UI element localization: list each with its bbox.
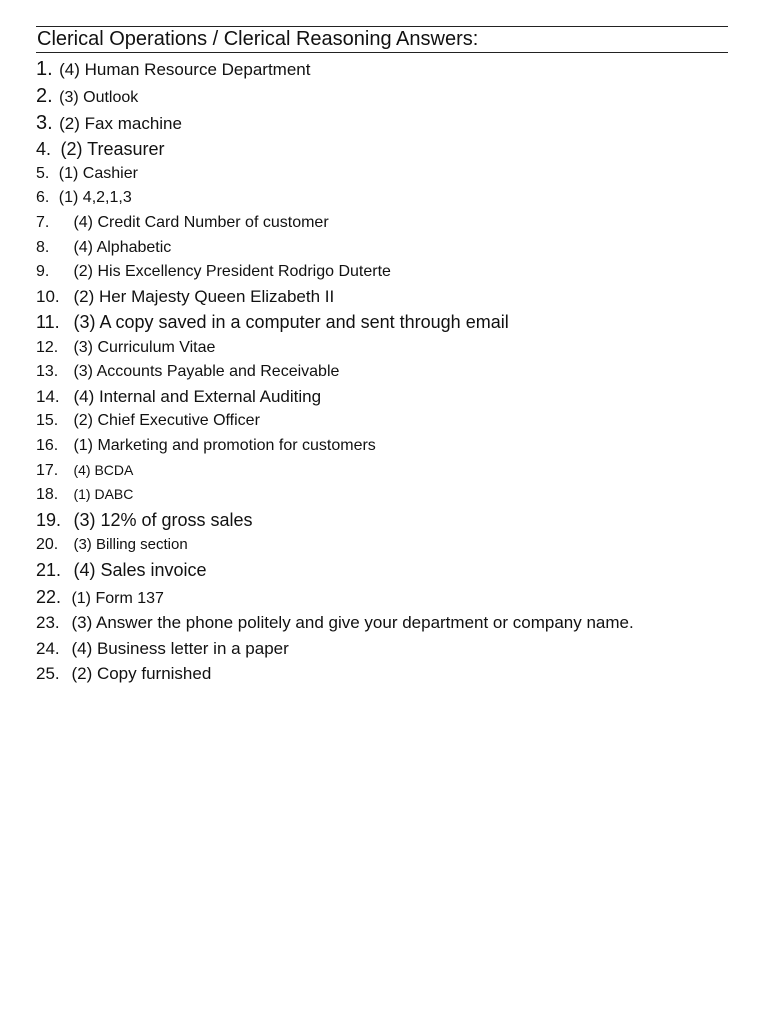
answer-text: (1) DABC — [73, 486, 134, 502]
answer-number: 15. — [36, 412, 59, 429]
answer-number: 14. — [36, 387, 60, 406]
page-title: Clerical Operations / Clerical Reasoning Answers: — [37, 28, 479, 50]
answer-text: (3) Billing section — [73, 536, 188, 553]
answer-number: 12. — [36, 339, 59, 356]
answer-text: (3) Answer the phone politely and give your department or company name. — [71, 613, 634, 632]
answer-text: (2) Copy furnished — [71, 664, 212, 683]
answer-item — [36, 487, 133, 503]
answer-number: 16. — [36, 437, 59, 454]
answer-text: (3) Accounts Payable and Receivable — [73, 363, 340, 380]
answer-number: 7. — [36, 214, 50, 231]
answer-item — [36, 59, 310, 79]
answer-text: (3) 12% of gross sales — [73, 510, 253, 530]
answer-text: (2) His Excellency President Rodrigo Duterte — [73, 263, 391, 280]
answer-item — [36, 264, 391, 280]
answer-item — [36, 215, 329, 231]
answer-number: 3. — [36, 112, 53, 134]
answer-text: (2) Her Majesty Queen Elizabeth II — [73, 287, 335, 306]
answer-item — [36, 340, 215, 356]
answer-text: (2) Chief Executive Officer — [73, 412, 260, 429]
answer-text: (4) Credit Card Number of customer — [73, 214, 329, 231]
answer-text: (4) BCDA — [73, 462, 134, 478]
title-bottom-rule — [36, 52, 728, 53]
answer-text: (4) Alphabetic — [73, 239, 172, 256]
answer-number: 2. — [36, 85, 53, 107]
answer-number: 9. — [36, 263, 50, 280]
answer-item — [36, 413, 260, 429]
answer-number: 5. — [36, 165, 50, 182]
answer-item — [36, 190, 132, 206]
answer-text: (1) 4,2,1,3 — [58, 189, 132, 206]
answer-item — [36, 86, 138, 106]
answer-number: 6. — [36, 189, 50, 206]
answer-item — [36, 665, 211, 683]
answer-text: (2) Fax machine — [59, 114, 182, 133]
answer-number: 24. — [36, 639, 60, 658]
answer-item — [36, 166, 138, 182]
answer-text: (3) Curriculum Vitae — [73, 339, 216, 356]
answer-item — [36, 388, 321, 406]
answer-number: 25. — [36, 664, 60, 683]
answer-number: 8. — [36, 239, 50, 256]
answer-item — [36, 537, 188, 553]
answer-number: 20. — [36, 536, 59, 553]
answer-item — [36, 614, 634, 632]
answer-number: 10. — [36, 287, 60, 306]
answer-item — [36, 140, 165, 159]
answer-number: 21. — [36, 560, 62, 580]
answer-item — [36, 511, 253, 530]
answer-number: 19. — [36, 510, 62, 530]
answer-item — [36, 313, 509, 332]
answer-text: (4) Internal and External Auditing — [73, 387, 322, 406]
answer-item — [36, 288, 334, 306]
answer-number: 4. — [36, 139, 52, 159]
answer-number: 11. — [36, 312, 60, 332]
answer-text: (1) Marketing and promotion for customers — [73, 437, 376, 454]
answer-text: (2) Treasurer — [60, 139, 165, 159]
answer-number: 22. — [36, 587, 62, 607]
answer-item — [36, 561, 207, 580]
answer-item — [36, 113, 182, 133]
answer-number: 1. — [36, 58, 53, 80]
answer-number: 23. — [36, 613, 60, 632]
answer-text: (3) A copy saved in a computer and sent through email — [73, 312, 509, 332]
answer-item — [36, 438, 376, 454]
answer-text: (4) Sales invoice — [73, 560, 207, 580]
answer-text: (3) Outlook — [59, 89, 139, 106]
answer-item — [36, 463, 133, 479]
answer-text: (1) Cashier — [58, 165, 138, 182]
answer-item — [36, 240, 171, 256]
answer-item — [36, 588, 164, 607]
answer-item — [36, 364, 339, 380]
answer-text: (1) Form 137 — [71, 590, 164, 607]
answer-number: 13. — [36, 363, 59, 380]
answer-text: (4) Business letter in a paper — [71, 639, 289, 658]
answer-text: (4) Human Resource Department — [59, 60, 311, 79]
answer-number: 18. — [36, 486, 59, 503]
answer-item — [36, 640, 289, 658]
answer-number: 17. — [36, 462, 59, 479]
